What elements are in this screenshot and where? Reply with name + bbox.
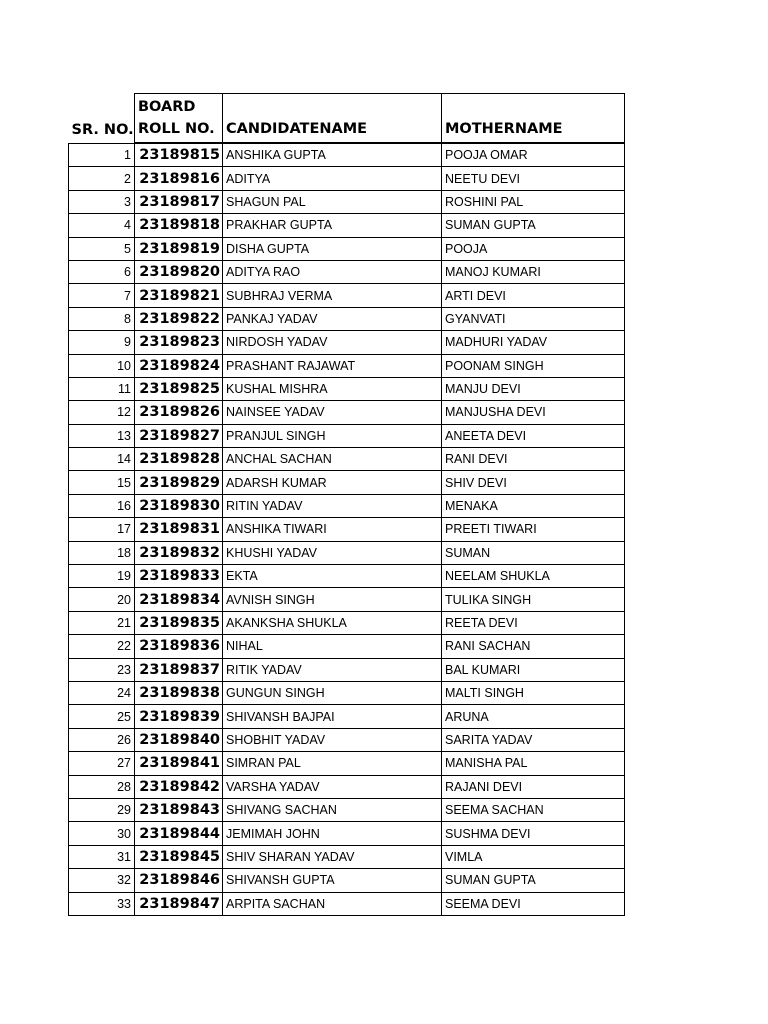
sr-no-cell: 23 [69,658,135,681]
mother-name-cell: SUMAN GUPTA [442,214,625,237]
roll-no-cell: 23189841 [135,752,223,775]
table-row [69,284,625,307]
roll-no-cell: 23189825 [135,377,223,400]
sr-no-cell: 4 [69,214,135,237]
table-row [69,869,625,892]
sr-no-cell: 8 [69,307,135,330]
table-row [69,494,625,517]
table-row [69,143,625,167]
mother-name-cell: ROSHINI PAL [442,190,625,213]
roll-no-cell: 23189815 [135,143,223,167]
candidate-name-cell: ADITYA RAO [223,260,442,283]
sr-no-cell: 30 [69,822,135,845]
sr-no-cell: 1 [69,143,135,167]
mother-name-cell: TULIKA SINGH [442,588,625,611]
sr-no-cell: 17 [69,518,135,541]
roll-no-cell: 23189818 [135,214,223,237]
table-row [69,260,625,283]
roll-no-cell: 23189838 [135,681,223,704]
candidate-name-cell: AKANKSHA SHUKLA [223,611,442,634]
roll-no-cell: 23189842 [135,775,223,798]
candidate-name-cell: NIRDOSH YADAV [223,331,442,354]
candidate-name-cell: PRANJUL SINGH [223,424,442,447]
candidate-name-cell: NAINSEE YADAV [223,401,442,424]
candidate-name-cell: ADARSH KUMAR [223,471,442,494]
sr-no-cell: 14 [69,448,135,471]
mother-name-cell: SEEMA SACHAN [442,798,625,821]
roll-no-cell: 23189837 [135,658,223,681]
roll-no-cell: 23189836 [135,635,223,658]
roll-no-cell: 23189843 [135,798,223,821]
candidate-name-cell: PRASHANT RAJAWAT [223,354,442,377]
table-row [69,892,625,915]
candidate-name-cell: SHIVANSH GUPTA [223,869,442,892]
sr-no-cell: 2 [69,167,135,190]
candidate-name-cell: ANSHIKA TIWARI [223,518,442,541]
sr-no-cell: 15 [69,471,135,494]
table-row [69,424,625,447]
table-row [69,658,625,681]
candidate-name-cell: SUBHRAJ VERMA [223,284,442,307]
mother-name-cell: MANISHA PAL [442,752,625,775]
roll-no-cell: 23189823 [135,331,223,354]
sr-no-cell: 28 [69,775,135,798]
sr-no-cell: 16 [69,494,135,517]
mother-name-cell: SHIV DEVI [442,471,625,494]
candidate-name-cell: EKTA [223,565,442,588]
table-row [69,401,625,424]
mother-name-cell: MENAKA [442,494,625,517]
candidate-name-cell: SHIVANG SACHAN [223,798,442,821]
roll-no-cell: 23189831 [135,518,223,541]
candidate-name-cell: SHAGUN PAL [223,190,442,213]
header-sr-no: SR. NO. [69,94,135,144]
table-row [69,167,625,190]
roll-no-cell: 23189824 [135,354,223,377]
sr-no-cell: 29 [69,798,135,821]
table-row [69,377,625,400]
table-row [69,471,625,494]
mother-name-cell: ARTI DEVI [442,284,625,307]
mother-name-cell: POOJA [442,237,625,260]
roll-no-cell: 23189845 [135,845,223,868]
table-row [69,798,625,821]
sr-no-cell: 5 [69,237,135,260]
mother-name-cell: BAL KUMARI [442,658,625,681]
sr-no-cell: 27 [69,752,135,775]
candidate-name-cell: KUSHAL MISHRA [223,377,442,400]
mother-name-cell: NEETU DEVI [442,167,625,190]
mother-name-cell: MADHURI YADAV [442,331,625,354]
sr-no-cell: 10 [69,354,135,377]
candidate-name-cell: KHUSHI YADAV [223,541,442,564]
table-row [69,190,625,213]
candidate-name-cell: PRAKHAR GUPTA [223,214,442,237]
roll-no-cell: 23189828 [135,448,223,471]
candidate-name-cell: ANCHAL SACHAN [223,448,442,471]
sr-no-cell: 25 [69,705,135,728]
table-row [69,541,625,564]
candidate-name-cell: ARPITA SACHAN [223,892,442,915]
candidate-name-cell: RITIN YADAV [223,494,442,517]
candidate-name-cell: RITIK YADAV [223,658,442,681]
sr-no-cell: 18 [69,541,135,564]
mother-name-cell: GYANVATI [442,307,625,330]
mother-name-cell: REETA DEVI [442,611,625,634]
sr-no-cell: 12 [69,401,135,424]
roll-no-cell: 23189833 [135,565,223,588]
roll-no-cell: 23189840 [135,728,223,751]
table-row [69,752,625,775]
sr-no-cell: 9 [69,331,135,354]
mother-name-cell: MANJU DEVI [442,377,625,400]
table-row [69,611,625,634]
mother-name-cell: MANJUSHA DEVI [442,401,625,424]
mother-name-cell: SUMAN [442,541,625,564]
table-header [69,94,625,144]
mother-name-cell: SEEMA DEVI [442,892,625,915]
sr-no-cell: 6 [69,260,135,283]
candidate-name-cell: VARSHA YADAV [223,775,442,798]
sr-no-cell: 24 [69,681,135,704]
table-row [69,728,625,751]
header-candidate-name: CANDIDATENAME [223,94,442,144]
candidate-name-cell: PANKAJ YADAV [223,307,442,330]
roll-no-cell: 23189830 [135,494,223,517]
table-row [69,845,625,868]
sr-no-cell: 31 [69,845,135,868]
roll-no-cell: 23189817 [135,190,223,213]
mother-name-cell: SARITA YADAV [442,728,625,751]
roll-no-cell: 23189820 [135,260,223,283]
mother-name-cell: MANOJ KUMARI [442,260,625,283]
mother-name-cell: POOJA OMAR [442,143,625,167]
roll-no-cell: 23189846 [135,869,223,892]
table-row [69,588,625,611]
sr-no-cell: 33 [69,892,135,915]
roll-no-cell: 23189826 [135,401,223,424]
header-roll-line2: ROLL NO. [138,121,215,137]
candidate-name-cell: ANSHIKA GUPTA [223,143,442,167]
table-row [69,331,625,354]
table-row [69,775,625,798]
roll-no-cell: 23189829 [135,471,223,494]
roll-no-cell: 23189822 [135,307,223,330]
mother-name-cell: RANI DEVI [442,448,625,471]
table-body [69,143,625,915]
mother-name-cell: POONAM SINGH [442,354,625,377]
mother-name-cell: NEELAM SHUKLA [442,565,625,588]
mother-name-cell: MALTI SINGH [442,681,625,704]
table-row [69,822,625,845]
candidate-name-cell: AVNISH SINGH [223,588,442,611]
sr-no-cell: 21 [69,611,135,634]
mother-name-cell: ANEETA DEVI [442,424,625,447]
roll-no-cell: 23189839 [135,705,223,728]
mother-name-cell: VIMLA [442,845,625,868]
candidate-name-cell: SIMRAN PAL [223,752,442,775]
header-board-roll-no [135,94,223,144]
table-row [69,354,625,377]
header-mother-name: MOTHERNAME [442,94,625,144]
sr-no-cell: 3 [69,190,135,213]
roll-no-cell: 23189847 [135,892,223,915]
candidate-name-cell: SHIVANSH BAJPAI [223,705,442,728]
table-row [69,214,625,237]
mother-name-cell: SUSHMA DEVI [442,822,625,845]
table-row [69,565,625,588]
candidate-name-cell: DISHA GUPTA [223,237,442,260]
table-row [69,448,625,471]
candidate-name-cell: NIHAL [223,635,442,658]
mother-name-cell: SUMAN GUPTA [442,869,625,892]
header-row [69,94,625,144]
header-roll-line1: BOARD [138,99,196,115]
roll-no-cell: 23189819 [135,237,223,260]
candidate-name-cell: ADITYA [223,167,442,190]
roll-no-cell: 23189835 [135,611,223,634]
roll-no-cell: 23189844 [135,822,223,845]
roll-no-cell: 23189821 [135,284,223,307]
sr-no-cell: 7 [69,284,135,307]
mother-name-cell: PREETI TIWARI [442,518,625,541]
roll-no-cell: 23189816 [135,167,223,190]
table-row [69,518,625,541]
table-row [69,237,625,260]
table-row [69,635,625,658]
sr-no-cell: 26 [69,728,135,751]
candidate-name-cell: SHOBHIT YADAV [223,728,442,751]
sr-no-cell: 32 [69,869,135,892]
sr-no-cell: 11 [69,377,135,400]
roll-no-cell: 23189834 [135,588,223,611]
table-row [69,681,625,704]
table-row [69,705,625,728]
sr-no-cell: 13 [69,424,135,447]
mother-name-cell: ARUNA [442,705,625,728]
candidate-name-cell: GUNGUN SINGH [223,681,442,704]
sr-no-cell: 19 [69,565,135,588]
mother-name-cell: RAJANI DEVI [442,775,625,798]
candidate-table [68,93,625,916]
candidate-name-cell: JEMIMAH JOHN [223,822,442,845]
candidate-name-cell: SHIV SHARAN YADAV [223,845,442,868]
table-row [69,307,625,330]
sr-no-cell: 20 [69,588,135,611]
mother-name-cell: RANI SACHAN [442,635,625,658]
roll-no-cell: 23189827 [135,424,223,447]
candidate-list-sheet [68,93,625,916]
roll-no-cell: 23189832 [135,541,223,564]
sr-no-cell: 22 [69,635,135,658]
